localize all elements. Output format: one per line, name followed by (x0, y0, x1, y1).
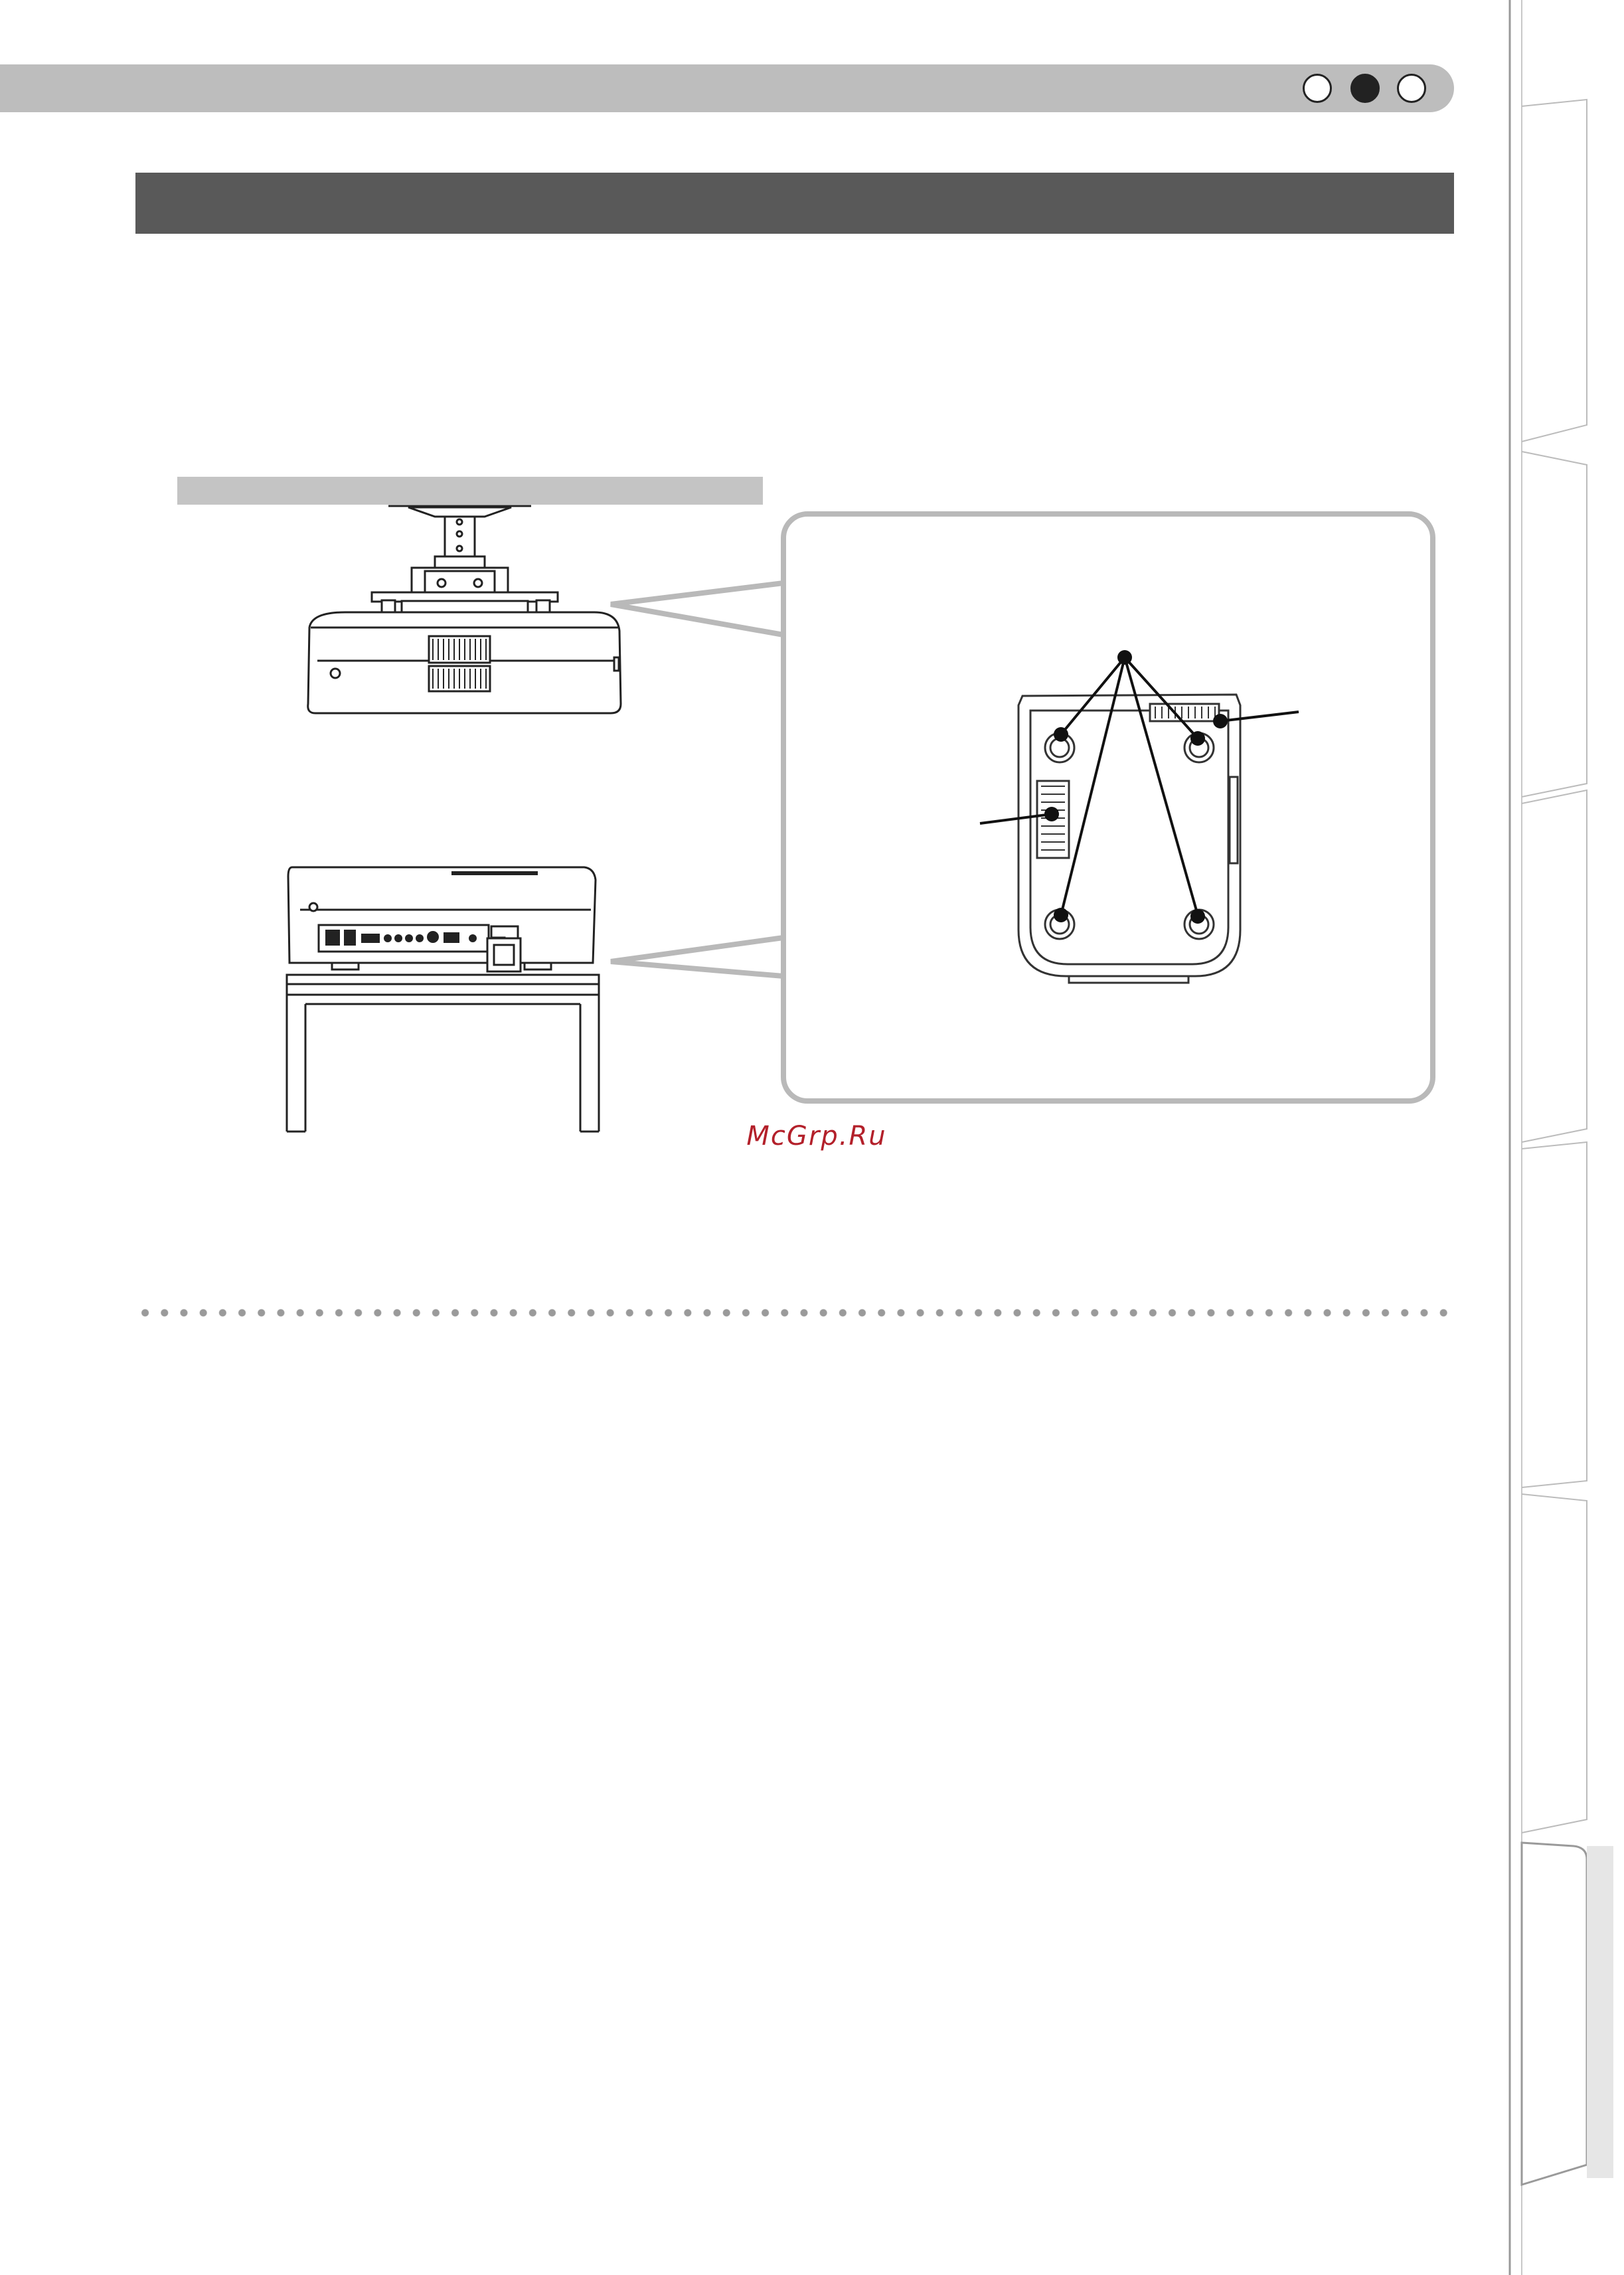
active-tab (1522, 1843, 1587, 2185)
watermark-text: McGrp.Ru (746, 1121, 887, 1151)
bottom-view-illustration (1018, 695, 1240, 983)
table-placement-illustration (287, 867, 599, 1132)
dotted-separator (135, 1309, 1454, 1317)
page-index-tabs (1507, 0, 1624, 2275)
callout-connectors (611, 583, 783, 976)
ceiling-strip (177, 477, 763, 505)
